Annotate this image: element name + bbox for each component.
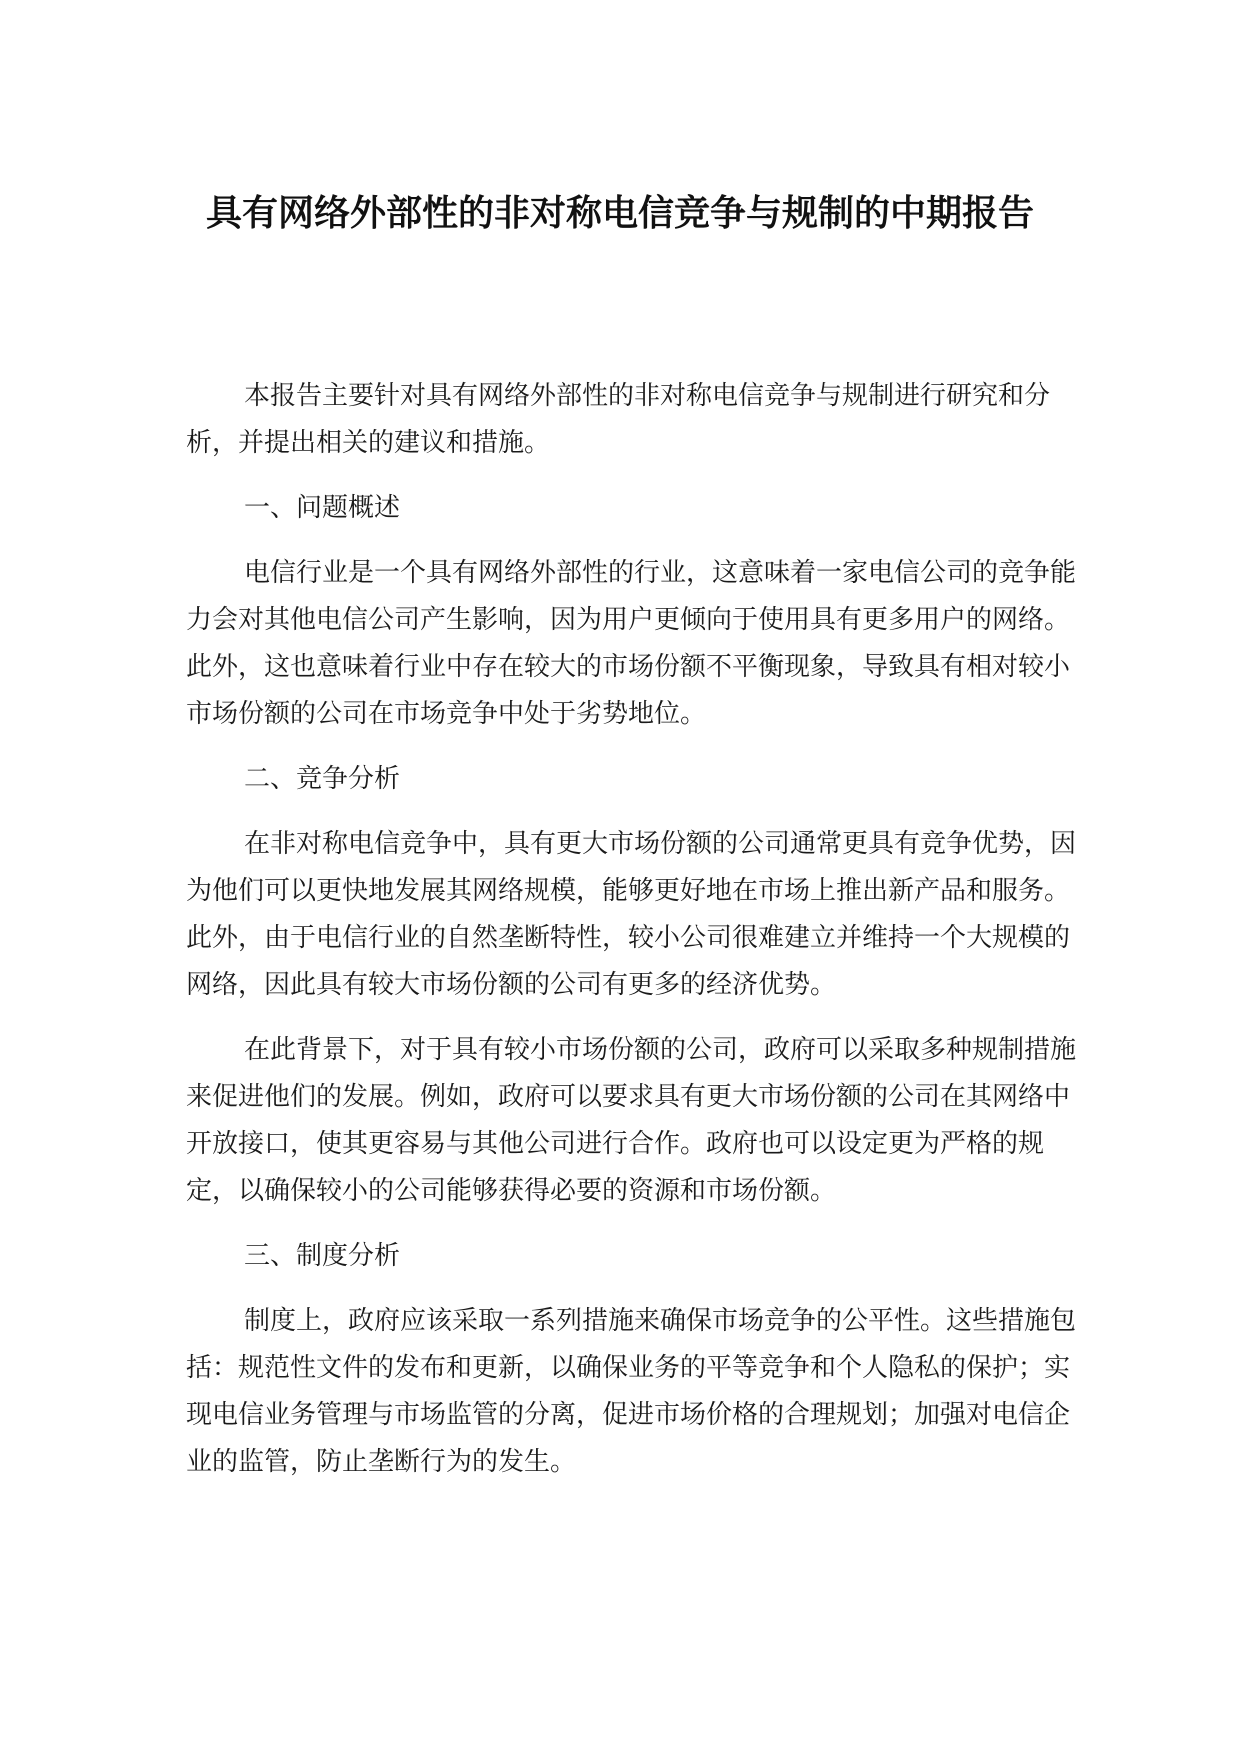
- overview-paragraph: 电信行业是一个具有网络外部性的行业，这意味着一家电信公司的竞争能力会对其他电信公司产生影响，因为用户更倾向于使用具有更多用户的网络。此外，这也意味着行业中存在较大的市场份额不平衡现象，导致具有相对较小市场份额的公司在市场竞争中处于劣势地位。: [186, 558, 1077, 729]
- competition-paragraph-1: 在非对称电信竞争中，具有更大市场份额的公司通常更具有竞争优势，因为他们可以更快地发展其网络规模，能够更好地在市场上推出新产品和服务。此外，由于电信行业的自然垄断特性，较小公司很难建立并维持一个大规模的网络，因此具有较大市场份额的公司有更多的经济优势。: [186, 829, 1077, 1000]
- section-heading-institution: 三、制度分析: [244, 1241, 401, 1271]
- document-body: [186, 373, 1086, 1504]
- section-heading-overview: 一、问题概述: [244, 493, 401, 523]
- section-heading-competition: 二、竞争分析: [244, 764, 401, 794]
- document-title: 具有网络外部性的非对称电信竞争与规制的中期报告: [205, 193, 1034, 234]
- competition-paragraph-2: 在此背景下，对于具有较小市场份额的公司，政府可以采取多种规制措施来促进他们的发展。例如，政府可以要求具有更大市场份额的公司在其网络中开放接口，使其更容易与其他公司进行合作。政府也可以设定更为严格的规定，以确保较小的公司能够获得必要的资源和市场份额。: [186, 1035, 1077, 1206]
- intro-paragraph: 本报告主要针对具有网络外部性的非对称电信竞争与规制进行研究和分析，并提出相关的建议和措施。: [186, 381, 1051, 458]
- institution-paragraph: 制度上，政府应该采取一系列措施来确保市场竞争的公平性。这些措施包括：规范性文件的发布和更新，以确保业务的平等竞争和个人隐私的保护；实现电信业务管理与市场监管的分离，促进市场价格的合理规划；加强对电信企业的监管，防止垄断行为的发生。: [186, 1306, 1077, 1477]
